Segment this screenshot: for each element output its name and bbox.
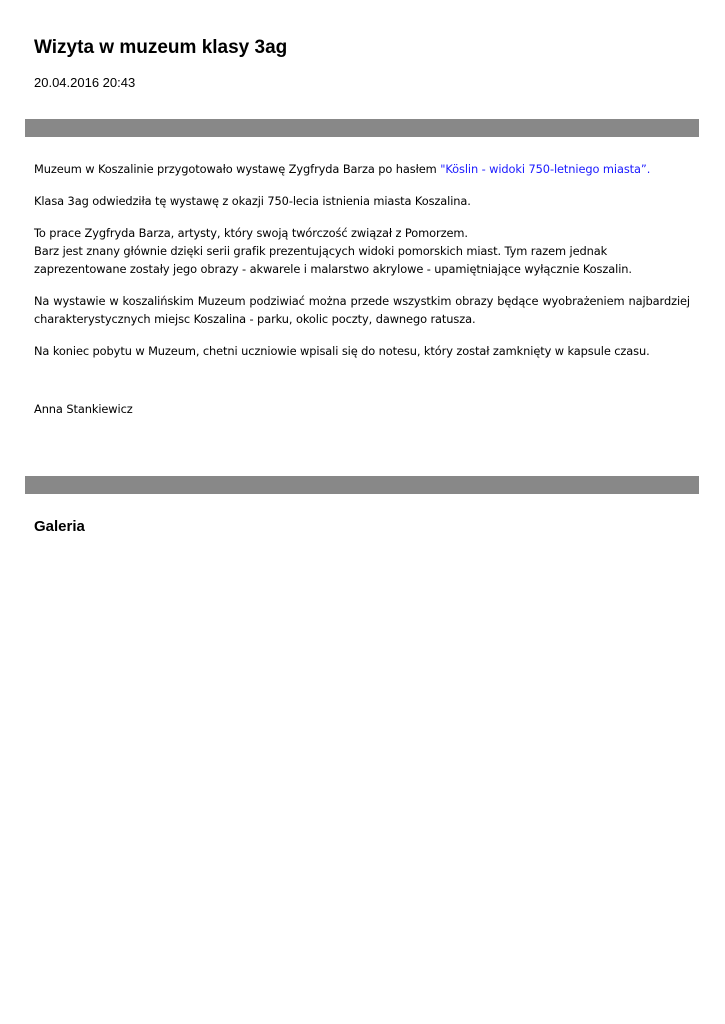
- bottom-divider-bar: [25, 476, 699, 494]
- exhibition-title-link[interactable]: "Köslin - widoki 750-letniego miasta”.: [440, 162, 651, 176]
- paragraph-visit: Klasa 3ag odwiedziła tę wystawę z okazji 750-lecia istnienia miasta Koszalina.: [34, 194, 471, 208]
- paragraph-artist-line2: Barz jest znany głównie dzięki serii grafik prezentujących widoki pomorskich miast. Tym razem jednak zaprezentowane zostały jego obrazy - akwarele i malarstwo akrylowe - upamiętniające wyłącznie Koszalin.: [34, 244, 632, 276]
- paragraph-artist: [34, 224, 690, 278]
- paragraph-exhibition-text: Muzeum w Koszalinie przygotowało wystawę Zygfryda Barza po hasłem: [34, 162, 441, 176]
- gallery-heading: Galeria: [34, 518, 85, 535]
- paragraph-exhibition: [34, 160, 690, 178]
- top-divider-bar: [25, 119, 699, 137]
- paragraph-exhibition-content: Na wystawie w koszalińskim Muzeum podziwiać można przede wszystkim obrazy będące wyobrażeniem najbardziej charakterystycznych miejsc Koszalina - parku, okolic poczty, dawnego ratusza.: [34, 294, 690, 326]
- article-body: [34, 160, 690, 374]
- page-title: Wizyta w muzeum klasy 3ag: [34, 37, 288, 58]
- post-date: 20.04.2016 20:43: [34, 75, 136, 90]
- paragraph-time-capsule: Na koniec pobytu w Muzeum, chetni uczniowie wpisali się do notesu, który został zamknięty w kapsule czasu.: [34, 344, 650, 358]
- paragraph-artist-line1: To prace Zygfryda Barza, artysty, który swoją twórczość związał z Pomorzem.: [34, 226, 468, 240]
- author-name: Anna Stankiewicz: [34, 402, 133, 416]
